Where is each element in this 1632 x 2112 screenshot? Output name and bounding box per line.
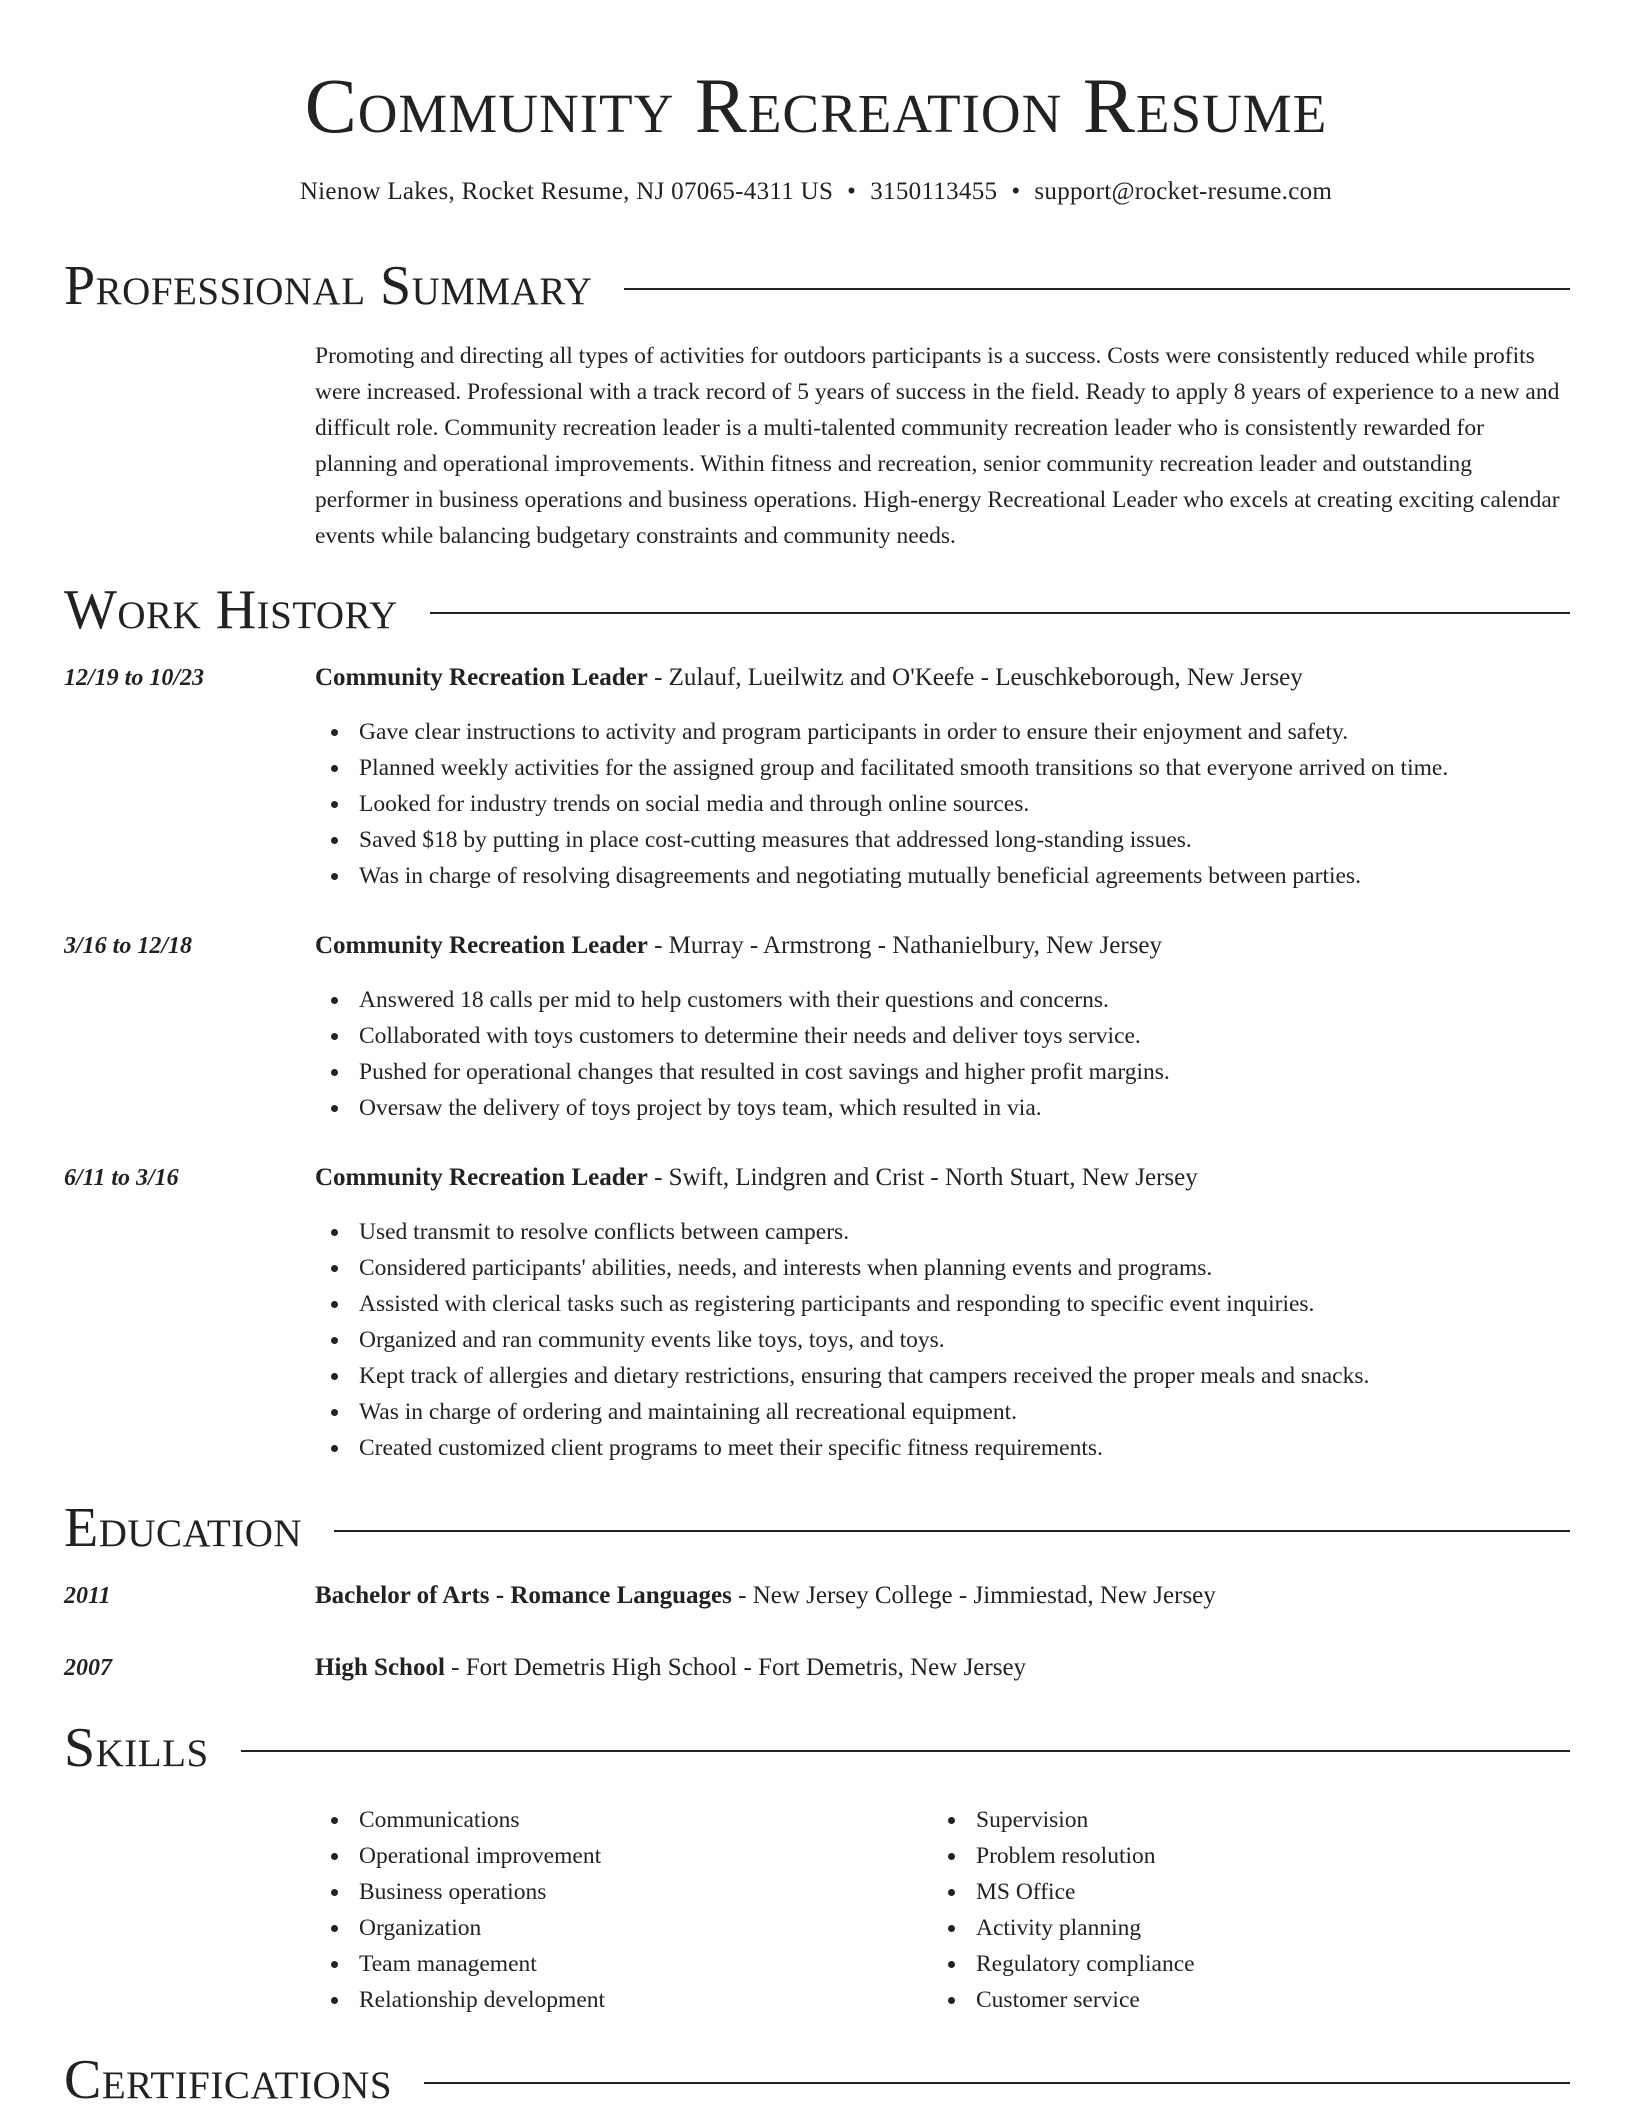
- section-title-skills: Skills: [64, 1717, 209, 1779]
- section-header-education: [64, 1498, 1570, 1558]
- skill-item: Communications: [315, 1802, 605, 1838]
- list-item: Planned weekly activities for the assigned group and facilitated smooth transitions so that everyone arrived on time.: [315, 750, 1448, 786]
- skills-list-left: [315, 1802, 605, 2018]
- degree-title: Bachelor of Arts - Romance Languages: [315, 1582, 732, 1609]
- skill-item: Relationship development: [315, 1982, 605, 2018]
- section-divider: [241, 1750, 1570, 1752]
- list-item: Collaborated with toys customers to determine their needs and deliver toys service.: [315, 1018, 1170, 1054]
- list-item: Used transmit to resolve conflicts between campers.: [315, 1214, 1369, 1250]
- school-detail: - New Jersey College - Jimmiestad, New Jersey: [731, 1582, 1216, 1609]
- skill-item: Operational improvement: [315, 1838, 605, 1874]
- section-header-summary: [64, 256, 1570, 316]
- section-title-summary: Professional Summary: [64, 255, 593, 317]
- skill-item: Customer service: [932, 1982, 1195, 2018]
- work-headline: [315, 660, 1303, 696]
- job-detail: - Swift, Lindgren and Crist - North Stuart, New Jersey: [647, 1164, 1198, 1191]
- skill-item: Activity planning: [932, 1910, 1195, 1946]
- job-title: Community Recreation Leader: [315, 932, 648, 959]
- skill-item: Organization: [315, 1910, 605, 1946]
- list-item: Kept track of allergies and dietary restrictions, ensuring that campers received the proper meals and snacks.: [315, 1358, 1369, 1394]
- contact-line: [0, 176, 1632, 208]
- section-divider: [424, 2082, 1570, 2084]
- work-bullets: [315, 714, 1448, 894]
- section-divider: [430, 612, 1570, 614]
- section-divider: [624, 288, 1570, 290]
- skill-item: Regulatory compliance: [932, 1946, 1195, 1982]
- list-item: Looked for industry trends on social media and through online sources.: [315, 786, 1448, 822]
- work-bullets: [315, 1214, 1369, 1466]
- list-item: Was in charge of resolving disagreements and negotiating mutually beneficial agreements between parties.: [315, 858, 1448, 894]
- work-headline: [315, 1160, 1198, 1196]
- section-title-education: Education: [64, 1497, 303, 1559]
- skill-item: MS Office: [932, 1874, 1195, 1910]
- work-date: 12/19 to 10/23: [64, 665, 205, 691]
- summary-text: Promoting and directing all types of activities for outdoors participants is a success. Costs were consistently reduced while profits were increased. Professional with a track record of 5 years of success in the field. Ready to apply 8 years of experience to a new and difficult role. Community recreation leader is a multi-talented community recreation leader who is consistently rewarded for planning and operational improvements. Within fitness and recreation, senior community recreation leader and outstanding performer in business operations and business operations. High-energy Recreational Leader who excels at creating exciting calendar events while balancing budgetary constraints and community needs.: [315, 343, 1560, 549]
- skill-item: Supervision: [932, 1802, 1195, 1838]
- skills-list-right: [932, 1802, 1195, 2018]
- list-item: Organized and ran community events like toys, toys, and toys.: [315, 1322, 1369, 1358]
- job-detail: - Zulauf, Lueilwitz and O'Keefe - Leuschkeborough, New Jersey: [647, 664, 1303, 691]
- section-title-work: Work History: [64, 579, 398, 641]
- contact-separator: •: [847, 178, 857, 205]
- section-header-certifications: [64, 2050, 1570, 2110]
- contact-email: support@rocket-resume.com: [1034, 178, 1333, 205]
- school-detail: - Fort Demetris High School - Fort Demetris, New Jersey: [444, 1654, 1027, 1681]
- skill-item: Team management: [315, 1946, 605, 1982]
- list-item: Considered participants' abilities, needs, and interests when planning events and programs.: [315, 1250, 1369, 1286]
- education-date: 2011: [64, 1583, 111, 1609]
- work-headline: [315, 928, 1162, 964]
- education-headline: [315, 1578, 1216, 1614]
- list-item: Assisted with clerical tasks such as registering participants and responding to specific event inquiries.: [315, 1286, 1369, 1322]
- section-divider: [334, 1530, 1570, 1532]
- list-item: Answered 18 calls per mid to help customers with their questions and concerns.: [315, 982, 1170, 1018]
- resume-title: Community Recreation Resume: [304, 62, 1328, 149]
- list-item: Was in charge of ordering and maintaining all recreational equipment.: [315, 1394, 1369, 1430]
- degree-title: High School: [315, 1654, 445, 1681]
- skill-item: Problem resolution: [932, 1838, 1195, 1874]
- section-header-skills: [64, 1718, 1570, 1778]
- list-item: Saved $18 by putting in place cost-cutting measures that addressed long-standing issues.: [315, 822, 1448, 858]
- job-title: Community Recreation Leader: [315, 664, 648, 691]
- skill-item: Business operations: [315, 1874, 605, 1910]
- list-item: Created customized client programs to meet their specific fitness requirements.: [315, 1430, 1369, 1466]
- list-item: Oversaw the delivery of toys project by toys team, which resulted in via.: [315, 1090, 1170, 1126]
- list-item: Gave clear instructions to activity and program participants in order to ensure their enjoyment and safety.: [315, 714, 1448, 750]
- contact-phone: 3150113455: [870, 178, 998, 205]
- list-item: Pushed for operational changes that resulted in cost savings and higher profit margins.: [315, 1054, 1170, 1090]
- work-bullets: [315, 982, 1170, 1126]
- job-title: Community Recreation Leader: [315, 1164, 648, 1191]
- education-headline: [315, 1650, 1026, 1686]
- job-detail: - Murray - Armstrong - Nathanielbury, New Jersey: [647, 932, 1163, 959]
- work-date: 6/11 to 3/16: [64, 1165, 179, 1191]
- contact-separator: •: [1011, 178, 1021, 205]
- work-date: 3/16 to 12/18: [64, 933, 193, 959]
- education-date: 2007: [64, 1655, 112, 1681]
- section-header-work: [64, 580, 1570, 640]
- contact-address: Nienow Lakes, Rocket Resume, NJ 07065-4311 US: [299, 178, 834, 205]
- section-title-certifications: Certifications: [64, 2049, 393, 2111]
